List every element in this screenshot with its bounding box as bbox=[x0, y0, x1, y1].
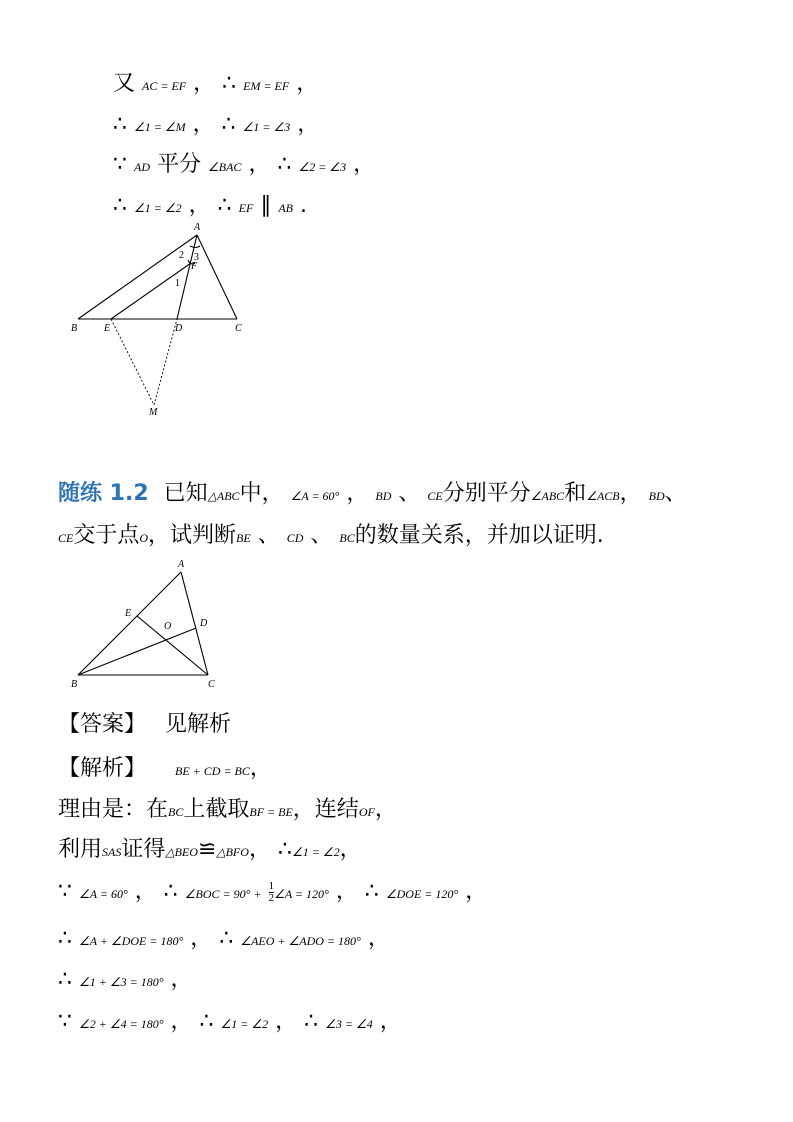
text: ， bbox=[339, 837, 362, 862]
congruent-symbol: ≌ bbox=[197, 837, 217, 862]
math: BE + CD = BC bbox=[175, 764, 250, 778]
math: BD bbox=[375, 489, 392, 503]
text: ， bbox=[193, 71, 216, 96]
text: 、 bbox=[398, 481, 421, 506]
text: 平分 bbox=[157, 152, 202, 177]
text: ， bbox=[275, 1009, 298, 1034]
therefore-symbol: ∴ bbox=[364, 879, 379, 904]
label-b: B bbox=[71, 323, 78, 334]
text: 上截取 bbox=[183, 797, 250, 822]
denominator: 2 bbox=[268, 891, 275, 904]
therefore-symbol: ∴ bbox=[277, 837, 292, 862]
math: ∠1 = ∠2 bbox=[134, 201, 182, 215]
text: ， bbox=[248, 837, 271, 862]
text: 、 bbox=[257, 523, 280, 548]
math: △ABC bbox=[207, 489, 240, 503]
because-symbol: ∵ bbox=[58, 1009, 72, 1034]
math: ∠BAC bbox=[208, 160, 242, 174]
parallel-symbol: ∥ bbox=[260, 193, 272, 218]
label-d: D bbox=[175, 323, 183, 334]
therefore-symbol: ∴ bbox=[199, 1009, 214, 1034]
segment-ac bbox=[197, 235, 237, 319]
math: △BFO bbox=[216, 845, 249, 859]
proof-line-3 bbox=[113, 151, 375, 181]
angle-2-label: 2 bbox=[179, 250, 184, 261]
label-e: E bbox=[104, 323, 111, 334]
math: ∠1 + ∠3 = 180° bbox=[79, 975, 164, 989]
text: ， bbox=[374, 797, 397, 822]
text: ， bbox=[134, 879, 157, 904]
math: ∠ACB bbox=[586, 489, 620, 503]
analysis-line-7 bbox=[58, 1008, 402, 1038]
math: O bbox=[139, 531, 149, 545]
text: ， bbox=[170, 1009, 193, 1034]
therefore-symbol: ∴ bbox=[277, 152, 292, 177]
therefore-symbol: ∴ bbox=[222, 71, 237, 96]
text: ， bbox=[346, 481, 369, 506]
text: 已知 bbox=[163, 481, 208, 506]
analysis-line-6 bbox=[58, 966, 193, 996]
math: AD bbox=[134, 160, 150, 174]
proof-line-1 bbox=[113, 70, 318, 100]
math: BE bbox=[236, 531, 251, 545]
therefore-symbol: ∴ bbox=[58, 967, 72, 992]
label-f: F bbox=[191, 261, 198, 272]
label-c: C bbox=[208, 679, 215, 690]
angle-arc bbox=[190, 246, 200, 248]
label-a: A bbox=[178, 559, 185, 570]
text: ， bbox=[353, 152, 376, 177]
text: ， bbox=[296, 71, 319, 96]
text: ， bbox=[248, 152, 271, 177]
text: 的数量关系，并加以证明. bbox=[354, 523, 604, 548]
text: ， bbox=[170, 967, 193, 992]
label-b: B bbox=[71, 679, 78, 690]
text: ， bbox=[192, 112, 215, 137]
segment-ce bbox=[137, 616, 208, 675]
geometry-figure-1 bbox=[60, 215, 260, 420]
math: BD bbox=[648, 489, 665, 503]
therefore-symbol: ∴ bbox=[58, 926, 72, 951]
text: 、 bbox=[310, 523, 333, 548]
math: BF = BE bbox=[249, 805, 293, 819]
math: ∠2 = ∠3 bbox=[298, 160, 347, 174]
text: 又 bbox=[113, 71, 136, 96]
label-c: C bbox=[235, 323, 242, 334]
text: 、 bbox=[664, 481, 687, 506]
math: ∠1 = ∠2 bbox=[291, 845, 340, 859]
therefore-symbol: ∴ bbox=[221, 112, 236, 137]
math: ∠BOC = 90° + bbox=[184, 887, 262, 901]
text: ， bbox=[188, 193, 211, 218]
math: ∠A = 60° bbox=[290, 489, 340, 503]
text: ， bbox=[367, 926, 390, 951]
math: ∠DOE = 120° bbox=[385, 887, 459, 901]
segment-bd bbox=[78, 628, 196, 675]
math: ∠1 = ∠2 bbox=[220, 1017, 269, 1031]
dotted-em bbox=[111, 319, 154, 405]
therefore-symbol: ∴ bbox=[219, 926, 234, 951]
geometry-figure-2 bbox=[60, 555, 230, 695]
segment-ab bbox=[78, 235, 197, 319]
math: ∠A + ∠DOE = 180° bbox=[79, 934, 184, 948]
math: CD bbox=[286, 531, 304, 545]
math: ∠AEO + ∠ADO = 180° bbox=[240, 934, 361, 948]
math: AC = EF bbox=[142, 79, 187, 93]
text: 中， bbox=[239, 481, 284, 506]
label-m: M bbox=[149, 407, 158, 418]
math: ∠2 + ∠4 = 180° bbox=[79, 1017, 164, 1031]
math: BC bbox=[339, 531, 355, 545]
math: SAS bbox=[102, 845, 122, 859]
problem-line-2 bbox=[58, 522, 604, 552]
text: ， bbox=[190, 926, 213, 951]
because-symbol: ∵ bbox=[58, 879, 72, 904]
math: BC bbox=[168, 805, 184, 819]
math: ∠1 = ∠M bbox=[134, 120, 186, 134]
math: EF bbox=[238, 201, 254, 215]
analysis-line-3 bbox=[58, 836, 362, 866]
answer-line bbox=[58, 711, 231, 739]
label-a: A bbox=[194, 222, 201, 233]
label-o: O bbox=[164, 621, 172, 632]
text: 证得 bbox=[121, 837, 166, 862]
label-e: E bbox=[125, 608, 132, 619]
math: EM = EF bbox=[243, 79, 290, 93]
math: ∠A = 120° bbox=[274, 887, 329, 901]
math: ∠A = 60° bbox=[79, 887, 128, 901]
text: ， bbox=[379, 1009, 402, 1034]
text: 理由是：在 bbox=[58, 797, 169, 822]
analysis-label: 【解析】 bbox=[58, 756, 147, 781]
analysis-line-2 bbox=[58, 796, 397, 826]
angle-3-label: 3 bbox=[194, 252, 199, 263]
analysis-line-1 bbox=[58, 755, 272, 785]
math: △BEO bbox=[165, 845, 198, 859]
text: 分别平分 bbox=[442, 481, 531, 506]
text: ，试判断 bbox=[148, 523, 237, 548]
text: ， bbox=[297, 112, 320, 137]
answer-text: 见解析 bbox=[165, 712, 232, 737]
numerator: 1 bbox=[268, 879, 275, 892]
math: OF bbox=[358, 805, 375, 819]
text: ， bbox=[249, 756, 272, 781]
text: 和 bbox=[564, 481, 587, 506]
dotted-md bbox=[154, 319, 177, 405]
math: ∠ABC bbox=[530, 489, 565, 503]
because-symbol: ∵ bbox=[113, 152, 127, 177]
text: ，连结 bbox=[292, 797, 359, 822]
text: ， bbox=[335, 879, 358, 904]
math: CE bbox=[58, 531, 74, 545]
text: 交于点 bbox=[73, 523, 140, 548]
answer-label: 【答案】 bbox=[58, 712, 147, 737]
math: ∠3 = ∠4 bbox=[325, 1017, 373, 1031]
angle-1-label: 1 bbox=[175, 278, 180, 289]
problem-line-1 bbox=[58, 480, 687, 510]
text: . bbox=[299, 193, 307, 218]
math: AB bbox=[278, 201, 293, 215]
problem-label: 随练 1.2 bbox=[58, 481, 149, 506]
therefore-symbol: ∴ bbox=[304, 1009, 319, 1034]
math: ∠1 = ∠3 bbox=[242, 120, 291, 134]
proof-line-2 bbox=[113, 111, 319, 141]
therefore-symbol: ∴ bbox=[113, 193, 127, 218]
math: CE bbox=[427, 489, 443, 503]
therefore-symbol: ∴ bbox=[163, 879, 178, 904]
therefore-symbol: ∴ bbox=[217, 193, 232, 218]
text: 利用 bbox=[58, 837, 103, 862]
text: ， bbox=[465, 879, 488, 904]
text: ， bbox=[619, 481, 642, 506]
analysis-line-4 bbox=[58, 878, 487, 908]
label-d: D bbox=[200, 618, 208, 629]
therefore-symbol: ∴ bbox=[113, 112, 127, 137]
analysis-line-5 bbox=[58, 925, 390, 955]
